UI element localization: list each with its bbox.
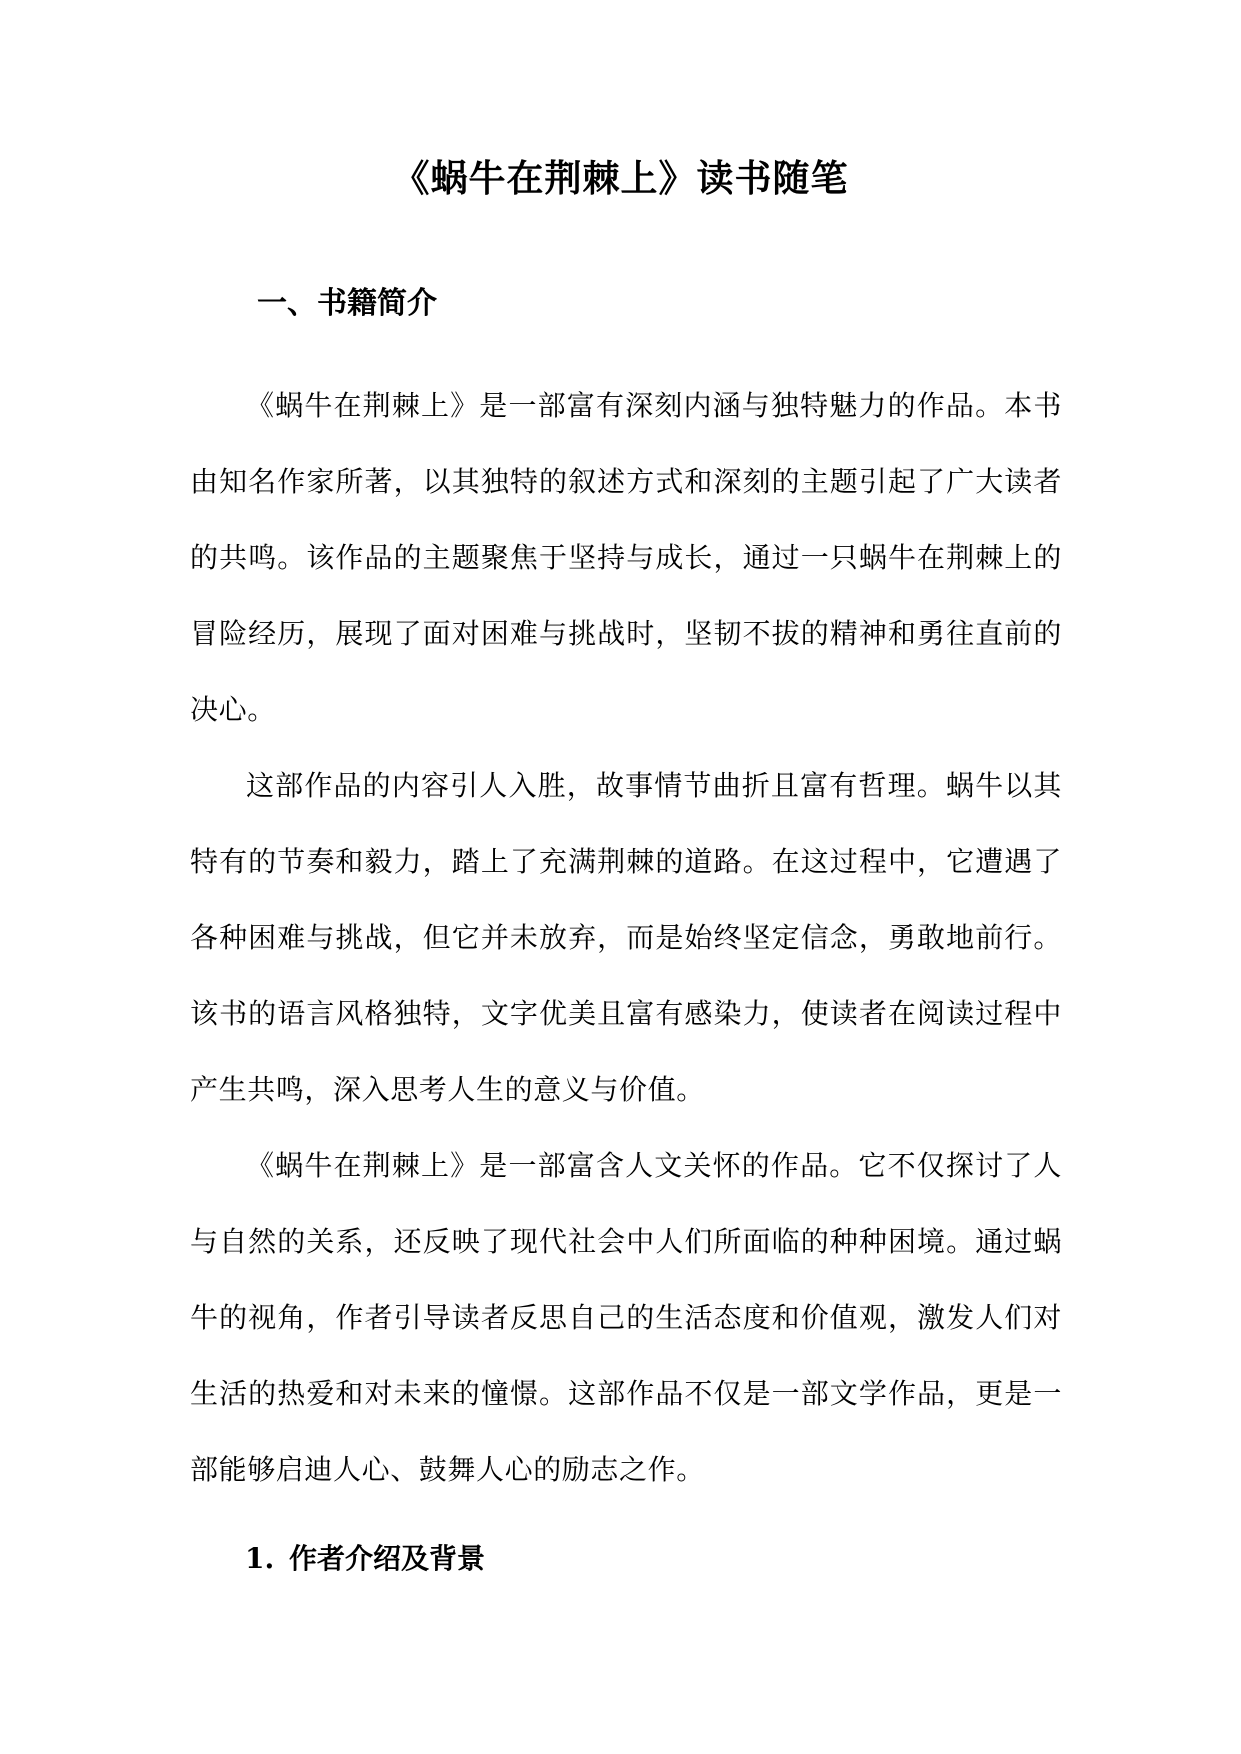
paragraph: 这部作品的内容引人入胜，故事情节曲折且富有哲理。蜗牛以其特有的节奏和毅力，踏上了充满荆棘的道路。在这过程中，它遭遇了各种困难与挑战，但它并未放弃，而是始终坚定信念，勇敢地前行。该书的语言风格独特，文字优美且富有感染力，使读者在阅读过程中产生共鸣，深入思考人生的意义与价值。 [190,769,1062,1106]
section-body [190,368,1062,1508]
section-heading-book-intro: 一、书籍简介 [257,286,437,321]
paragraph: 《蜗牛在荆棘上》是一部富有深刻内涵与独特魅力的作品。本书由知名作家所著，以其独特的叙述方式和深刻的主题引起了广大读者的共鸣。该作品的主题聚焦于坚持与成长，通过一只蜗牛在荆棘上的冒险经历，展现了面对困难与挑战时，坚韧不拔的精神和勇往直前的决心。 [190,389,1062,726]
document-title: 《蜗牛在荆棘上》读书随笔 [392,156,849,200]
paragraph: 《蜗牛在荆棘上》是一部富含人文关怀的作品。它不仅探讨了人与自然的关系，还反映了现代社会中人们所面临的种种困境。通过蜗牛的视角，作者引导读者反思自己的生活态度和价值观，激发人们对生活的热爱和对未来的憧憬。这部作品不仅是一部文学作品，更是一部能够启迪人心、鼓舞人心的励志之作。 [190,1149,1062,1486]
subsection-number: 1. [245,1542,275,1575]
subsection-heading-author [245,1539,485,1579]
subsection-title: 作者介绍及背景 [289,1542,486,1575]
